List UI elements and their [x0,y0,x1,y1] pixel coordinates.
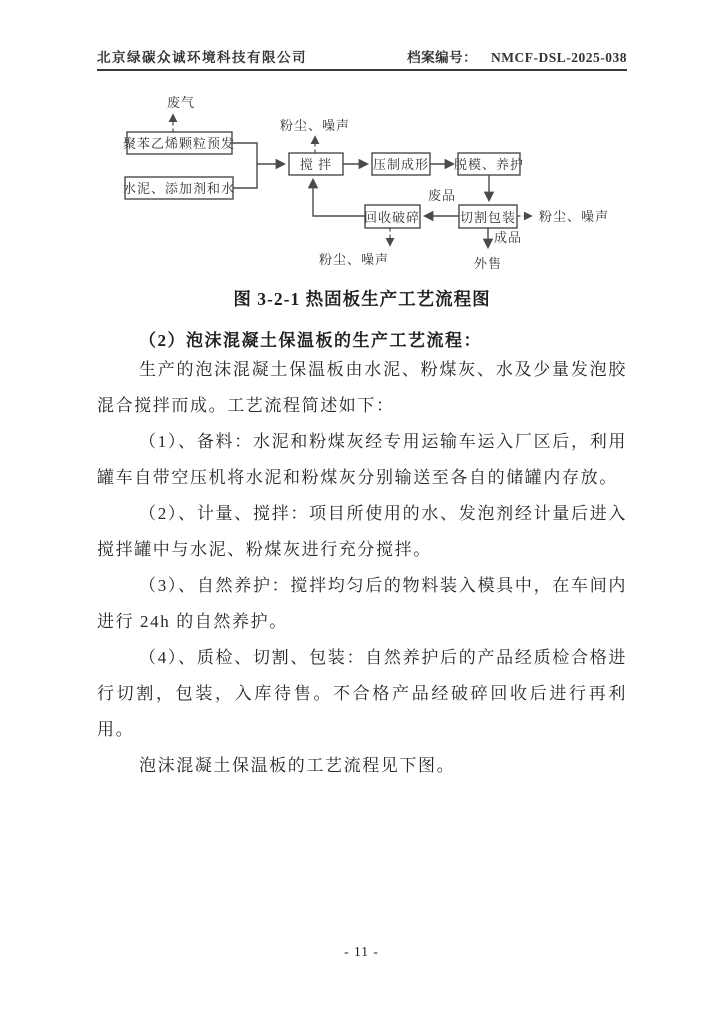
paragraph-closing: 泡沫混凝土保温板的工艺流程见下图。 [139,756,456,775]
body-text [97,352,627,784]
archive-number: NMCF-DSL-2025-038 [491,50,627,65]
arrow-recycle-to-mix [313,180,365,216]
flowchart-svg [90,86,640,282]
page-number: - 11 - [344,944,379,959]
node-press-label: 压制成形 [372,157,430,172]
node-cement-label: 水泥、添加剂和水 [122,181,236,196]
section-heading: （2）泡沫混凝土保温板的生产工艺流程： [139,331,482,350]
node-recycle-label: 回收破碎 [363,210,421,225]
figure-caption: 图 3-2-1 热固板生产工艺流程图 [233,289,491,309]
paragraph-step-4: （4）、质检、切割、包装：自然养护后的产品经质检合格进行切割，包装，入库待售。不合格产品经破碎回收后进行再利用。 [97,648,627,739]
dust-noise-cut-label: 粉尘、噪声 [539,209,610,224]
connector-inputs [232,143,257,188]
paragraph-step-2: （2）、计量、搅拌：项目所使用的水、发泡剂经计量后进入搅拌罐中与水泥、粉煤灰进行充分搅拌。 [97,504,627,559]
node-demold-label: 脱模、养护 [453,157,525,172]
node-preexpand-label: 聚苯乙烯颗粒预发 [122,136,236,151]
node-mix-label: 搅 拌 [299,157,333,172]
process-flowchart [90,86,640,282]
paragraph-intro: 生产的泡沫混凝土保温板由水泥、粉煤灰、水及少量发泡胶混合搅拌而成。工艺流程简述如下： [97,360,627,415]
archive-label: 档案编号： [407,50,478,65]
scrap-label: 废品 [427,188,457,203]
dust-noise-mix-label: 粉尘、噪声 [279,118,351,133]
archive-number-block [407,46,627,66]
node-cut-label: 切割包装 [459,210,517,225]
page-header [97,44,627,71]
company-name: 北京绿碳众诚环境科技有限公司 [97,50,307,65]
paragraph-step-1: （1）、备料：水泥和粉煤灰经专用运输车运入厂区后，利用罐车自带空压机将水泥和粉煤灰分别输送至各自的储罐内存放。 [97,432,627,487]
dust-noise-recycle-label: 粉尘、噪声 [318,252,390,267]
waste-gas-label: 废气 [166,95,196,110]
paragraph-step-3: （3）、自然养护：搅拌均匀后的物料装入模具中，在车间内进行 24h 的自然养护。 [97,576,627,631]
finished-product-label: 成品 [494,230,523,245]
external-sale-label: 外售 [473,256,503,271]
